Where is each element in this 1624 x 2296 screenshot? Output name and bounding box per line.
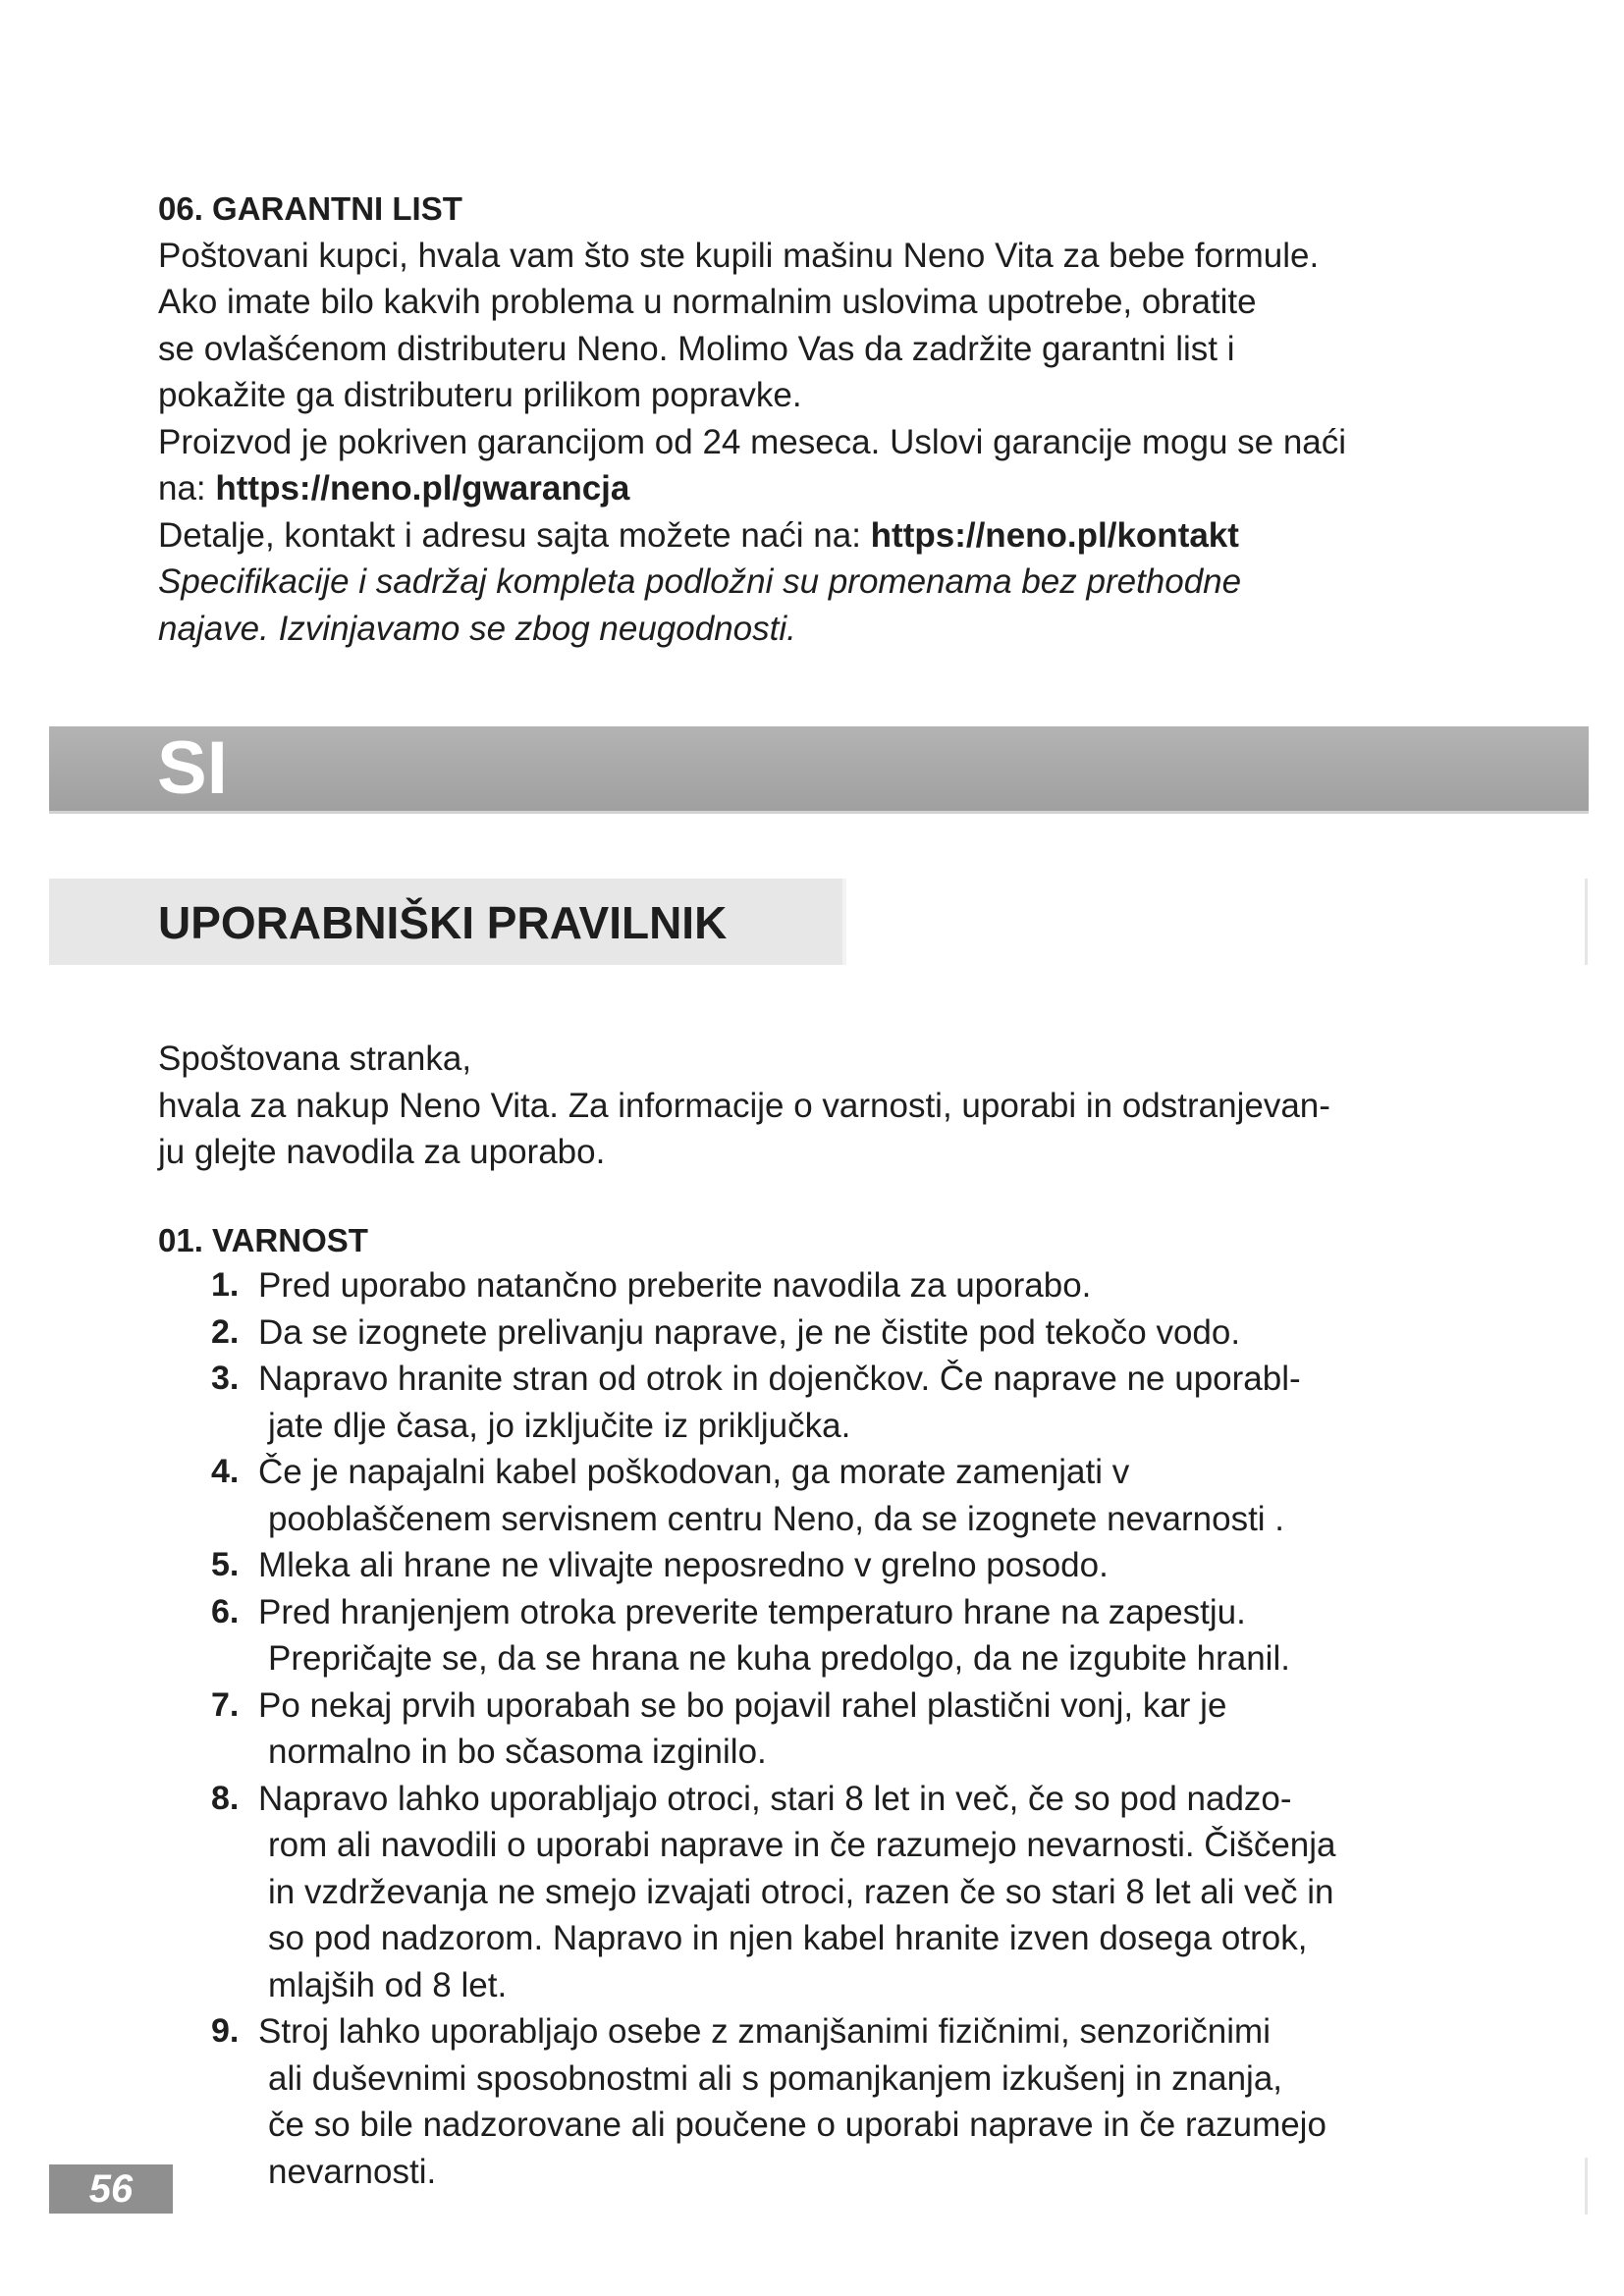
item-line: če so bile nadzorovane ali poučene o uporabi naprave in če razumejo — [268, 2106, 1326, 2144]
list-item — [211, 1682, 1336, 1776]
page-number: 56 — [49, 2164, 173, 2214]
language-code: SI — [157, 726, 228, 810]
intro-line: Spoštovana stranka, — [158, 1040, 472, 1078]
item-text — [258, 1356, 1301, 1449]
contact-link[interactable]: https://neno.pl/kontakt — [870, 515, 1239, 555]
language-bar — [49, 726, 1589, 814]
warranty-heading: 06. GARANTNI LIST — [158, 190, 462, 227]
item-line: in vzdrževanja ne smejo izvajati otroci, razen če so stari 8 let ali več in — [268, 1872, 1334, 1911]
item-line: rom ali navodili o uporabi naprave in če razumejo nevarnosti. Čiščenja — [268, 1826, 1336, 1864]
list-item — [211, 1542, 1336, 1589]
item-text — [258, 1309, 1240, 1357]
warranty-link[interactable]: https://neno.pl/gwarancja — [215, 469, 630, 507]
warranty-line: pokažite ga distributeru prilikom popravke. — [158, 376, 802, 414]
list-item — [211, 1589, 1336, 1682]
list-item — [211, 1309, 1336, 1357]
item-number: 6. — [211, 1592, 240, 1630]
intro-line: ju glejte navodila za uporabo. — [158, 1133, 606, 1171]
intro-paragraph — [158, 1036, 1330, 1176]
warranty-line: Proizvod je pokriven garancijom od 24 meseca. Uslovi garancije mogu se naći — [158, 422, 1347, 461]
item-number: 8. — [211, 1779, 240, 1817]
item-number: 7. — [211, 1685, 240, 1724]
warranty-section — [158, 186, 1346, 652]
list-item — [211, 1356, 1336, 1449]
list-item — [211, 1449, 1336, 1542]
item-line: Napravo lahko uporabljajo otroci, stari 8 let in več, če so pod nadzo- — [258, 1779, 1292, 1818]
item-line: Prepričajte se, da se hrana ne kuha predolgo, da ne izgubite hranil. — [268, 1639, 1290, 1678]
safety-list — [211, 1262, 1336, 2195]
warranty-line: se ovlašćenom distributeru Neno. Molimo Vas da zadržite garantni list i — [158, 329, 1235, 368]
item-text — [258, 1449, 1284, 1542]
item-number: 4. — [211, 1453, 240, 1490]
item-text — [258, 1776, 1336, 2009]
item-number: 9. — [211, 2012, 240, 2050]
item-line: so pod nadzorom. Napravo in njen kabel hranite izven dosega otrok, — [268, 1919, 1308, 1957]
item-text — [258, 1542, 1109, 1589]
item-line: normalno in bo sčasoma izginilo. — [268, 1733, 767, 1771]
item-number: 3. — [211, 1360, 240, 1397]
warranty-line: Poštovani kupci, hvala vam što ste kupili mašinu Neno Vita za bebe formule. — [158, 236, 1320, 275]
item-text — [258, 2008, 1326, 2195]
item-number: 2. — [211, 1312, 240, 1351]
warranty-link-prefix: na: — [158, 469, 216, 507]
warranty-note-line: Specifikacije i sadržaj kompleta podložni su promenama bez prethodne — [158, 562, 1242, 601]
item-line: Stroj lahko uporabljajo osebe z zmanjšanimi fizičnimi, senzoričnimi — [258, 2012, 1271, 2051]
page-edge-line — [1585, 879, 1588, 965]
manual-title: UPORABNIŠKI PRAVILNIK — [158, 897, 728, 948]
warranty-link-line — [158, 465, 1346, 512]
contact-link-prefix: Detalje, kontakt i adresu sajta možete naći na: — [158, 515, 871, 555]
item-line: mlajših od 8 let. — [268, 1965, 508, 2004]
item-line: Napravo hranite stran od otrok in dojenčkov. Če naprave ne uporabl- — [258, 1360, 1301, 1398]
item-line: nevarnosti. — [268, 2152, 437, 2191]
intro-line: hvala za nakup Neno Vita. Za informacije o varnosti, uporabi in odstranjevan- — [158, 1086, 1330, 1125]
item-text — [258, 1262, 1091, 1309]
item-line: pooblaščenem servisnem centru Neno, da se izognete nevarnosti . — [268, 1499, 1285, 1538]
item-text — [258, 1682, 1226, 1776]
safety-heading: 01. VARNOST — [158, 1222, 368, 1258]
item-line: Če je napajalni kabel poškodovan, ga morate zamenjati v — [258, 1453, 1130, 1491]
item-number: 1. — [211, 1266, 240, 1304]
item-line: Mleka ali hrane ne vlivajte neposredno v grelno posodo. — [258, 1546, 1109, 1584]
item-text — [258, 1589, 1290, 1682]
item-line: Pred hranjenjem otroka preverite temperaturo hrane na zapestju. — [258, 1592, 1246, 1631]
warranty-line: Ako imate bilo kakvih problema u normalnim uslovima upotrebe, obratite — [158, 283, 1257, 321]
list-item — [211, 1262, 1336, 1309]
item-number: 5. — [211, 1546, 240, 1583]
item-line: Pred uporabo natančno preberite navodila za uporabo. — [258, 1266, 1092, 1305]
page-edge-line — [1585, 2158, 1588, 2215]
item-line: jate dlje časa, jo izključite iz priključka. — [268, 1406, 851, 1445]
manual-title-box — [49, 879, 846, 965]
contact-link-line — [158, 512, 1346, 560]
item-line: Po nekaj prvih uporabah se bo pojavil rahel plastični vonj, kar je — [258, 1685, 1227, 1725]
item-line: ali duševnimi sposobnostmi ali s pomanjkanjem izkušenj in znanja, — [268, 2058, 1283, 2098]
list-item — [211, 1776, 1336, 2009]
warranty-note-line: najave. Izvinjavamo se zbog neugodnosti. — [158, 609, 796, 648]
item-line: Da se izognete prelivanju naprave, je ne čistite pod tekočo vodo. — [258, 1312, 1241, 1352]
list-item — [211, 2008, 1336, 2195]
